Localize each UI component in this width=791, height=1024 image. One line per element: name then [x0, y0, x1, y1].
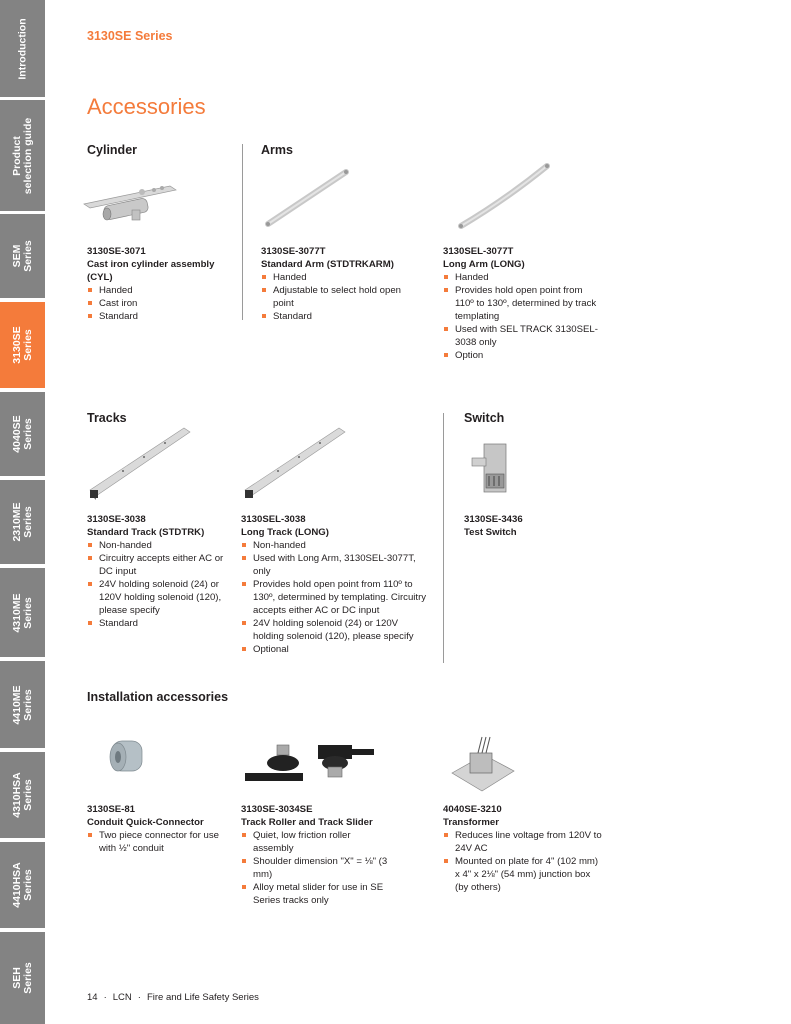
feature-item: Used with SEL TRACK 3130SEL-3038 only	[443, 323, 603, 349]
product-3130se-3038	[87, 513, 227, 630]
column-divider	[242, 144, 243, 320]
feature-item: Reduces line voltage from 120V to 24V AC	[443, 829, 603, 855]
sidebar-nav	[0, 0, 45, 1024]
test-switch-image	[470, 440, 512, 496]
product-name: Cast iron cylinder assembly (CYL)	[87, 259, 215, 283]
heading-cylinder: Cylinder	[87, 143, 138, 157]
heading-tracks: Tracks	[87, 411, 127, 425]
tab-3130se-series[interactable]	[0, 302, 45, 388]
product-3130se-3034se	[241, 803, 391, 907]
product-code: 4040SE-3210	[443, 804, 502, 815]
feature-list	[241, 539, 431, 656]
feature-list	[443, 271, 603, 362]
feature-list	[87, 829, 227, 855]
heading-arms: Arms	[261, 143, 293, 157]
heading-installation-accessories: Installation accessories	[87, 690, 229, 704]
tab-label: Product selection guide	[10, 117, 34, 194]
feature-item: Non-handed	[87, 539, 227, 552]
feature-list	[87, 539, 227, 630]
tab-product-selection-guide[interactable]	[0, 100, 45, 211]
tab-2310me-series[interactable]	[0, 480, 45, 564]
column-divider	[443, 413, 444, 663]
standard-arm-image	[262, 164, 352, 230]
feature-item: Provides hold open point from 110º to 130º, determined by track templating	[443, 284, 603, 323]
tab-label: 2310ME Series	[10, 502, 34, 542]
product-3130se-3436	[464, 513, 584, 539]
track-roller-slider-image	[243, 743, 378, 785]
transformer-image	[448, 735, 518, 793]
feature-item: Provides hold open point from 110º to 130º, determined by templating. Circuitry accepts either AC or DC input	[241, 578, 431, 617]
feature-item: Two piece connector for use with ½" conduit	[87, 829, 227, 855]
feature-item: Alloy metal slider for use in SE Series tracks only	[241, 881, 391, 907]
feature-item: Optional	[241, 643, 431, 656]
heading-switch: Switch	[464, 411, 505, 425]
product-code: 3130SE-3038	[87, 514, 146, 525]
product-name: Test Switch	[464, 527, 517, 538]
standard-track-image	[88, 426, 192, 502]
feature-item: 24V holding solenoid (24) or 120V holding solenoid (120), please specify	[87, 578, 227, 617]
product-3130se-3077t	[261, 245, 411, 323]
long-track-image	[243, 426, 347, 502]
product-name: Standard Arm (STDTRKARM)	[261, 259, 394, 270]
product-code: 3130SEL-3077T	[443, 246, 514, 257]
product-name: Long Track (LONG)	[241, 527, 329, 538]
feature-item: Non-handed	[241, 539, 431, 552]
feature-item: Mounted on plate for 4" (102 mm) x 4" x 2⅛" (54 mm) junction box (by others)	[443, 855, 603, 894]
feature-item: Circuitry accepts either AC or DC input	[87, 552, 227, 578]
feature-item: Handed	[87, 284, 227, 297]
feature-item: Handed	[261, 271, 411, 284]
tab-label: 4040SE Series	[10, 415, 34, 453]
feature-item: Cast iron	[87, 297, 227, 310]
tab-4410hsa-series[interactable]	[0, 842, 45, 928]
long-arm-image	[455, 160, 555, 232]
footer-series: Fire and Life Safety Series	[146, 992, 259, 1003]
feature-item: 24V holding solenoid (24) or 120V holding solenoid (120), please specify	[241, 617, 431, 643]
tab-introduction[interactable]	[0, 0, 45, 97]
tab-label: 3130SE Series	[10, 326, 34, 364]
tab-label: SEM Series	[10, 240, 34, 272]
feature-list	[241, 829, 391, 907]
product-4040se-3210	[443, 803, 603, 894]
cylinder-image	[82, 180, 178, 222]
feature-item: Standard	[87, 617, 227, 630]
page-footer: 14 · LCN · Fire and Life Safety Series	[87, 992, 259, 1003]
product-code: 3130SE-3077T	[261, 246, 326, 257]
tab-label: Introduction	[16, 17, 28, 80]
tab-4310me-series[interactable]	[0, 568, 45, 657]
product-name: Transformer	[443, 817, 499, 828]
product-3130se-81	[87, 803, 227, 855]
feature-item: Standard	[261, 310, 411, 323]
feature-item: Adjustable to select hold open point	[261, 284, 411, 310]
tab-sem-series[interactable]	[0, 214, 45, 298]
tab-4310hsa-series[interactable]	[0, 752, 45, 838]
footer-brand: LCN	[112, 992, 132, 1003]
feature-item: Handed	[443, 271, 603, 284]
tab-seh-series[interactable]	[0, 932, 45, 1024]
tab-4410me-series[interactable]	[0, 661, 45, 748]
feature-list	[261, 271, 411, 323]
product-name: Long Arm (LONG)	[443, 259, 525, 270]
tab-label: 4310ME Series	[10, 592, 34, 633]
feature-item: Standard	[87, 310, 227, 323]
product-name: Track Roller and Track Slider	[241, 817, 373, 828]
product-name: Conduit Quick-Connector	[87, 817, 204, 828]
section-tag: 3130SE Series	[87, 29, 173, 43]
product-code: 3130SE-3034SE	[241, 804, 313, 815]
feature-item: Used with Long Arm, 3130SEL-3077T, only	[241, 552, 431, 578]
product-code: 3130SE-81	[87, 804, 136, 815]
tab-4040se-series[interactable]	[0, 392, 45, 476]
product-3130sel-3077t	[443, 245, 603, 362]
feature-item: Quiet, low friction roller assembly	[241, 829, 391, 855]
tab-label: 4410HSA Series	[10, 862, 34, 908]
tab-label: SEH Series	[10, 962, 34, 994]
conduit-connector-image	[104, 737, 148, 779]
product-code: 3130SEL-3038	[241, 514, 306, 525]
page-title: Accessories	[87, 94, 206, 119]
tab-label: 4410ME Series	[10, 684, 34, 725]
page-number: 14	[87, 992, 98, 1003]
tab-label: 4310HSA Series	[10, 772, 34, 818]
product-name: Standard Track (STDTRK)	[87, 527, 205, 538]
feature-list	[87, 284, 227, 323]
feature-item: Option	[443, 349, 603, 362]
feature-item: Shoulder dimension "X" = ⅛" (3 mm)	[241, 855, 391, 881]
product-3130se-3071	[87, 245, 227, 323]
product-code: 3130SE-3436	[464, 514, 523, 525]
product-code: 3130SE-3071	[87, 246, 146, 257]
feature-list	[443, 829, 603, 894]
product-3130sel-3038	[241, 513, 431, 656]
